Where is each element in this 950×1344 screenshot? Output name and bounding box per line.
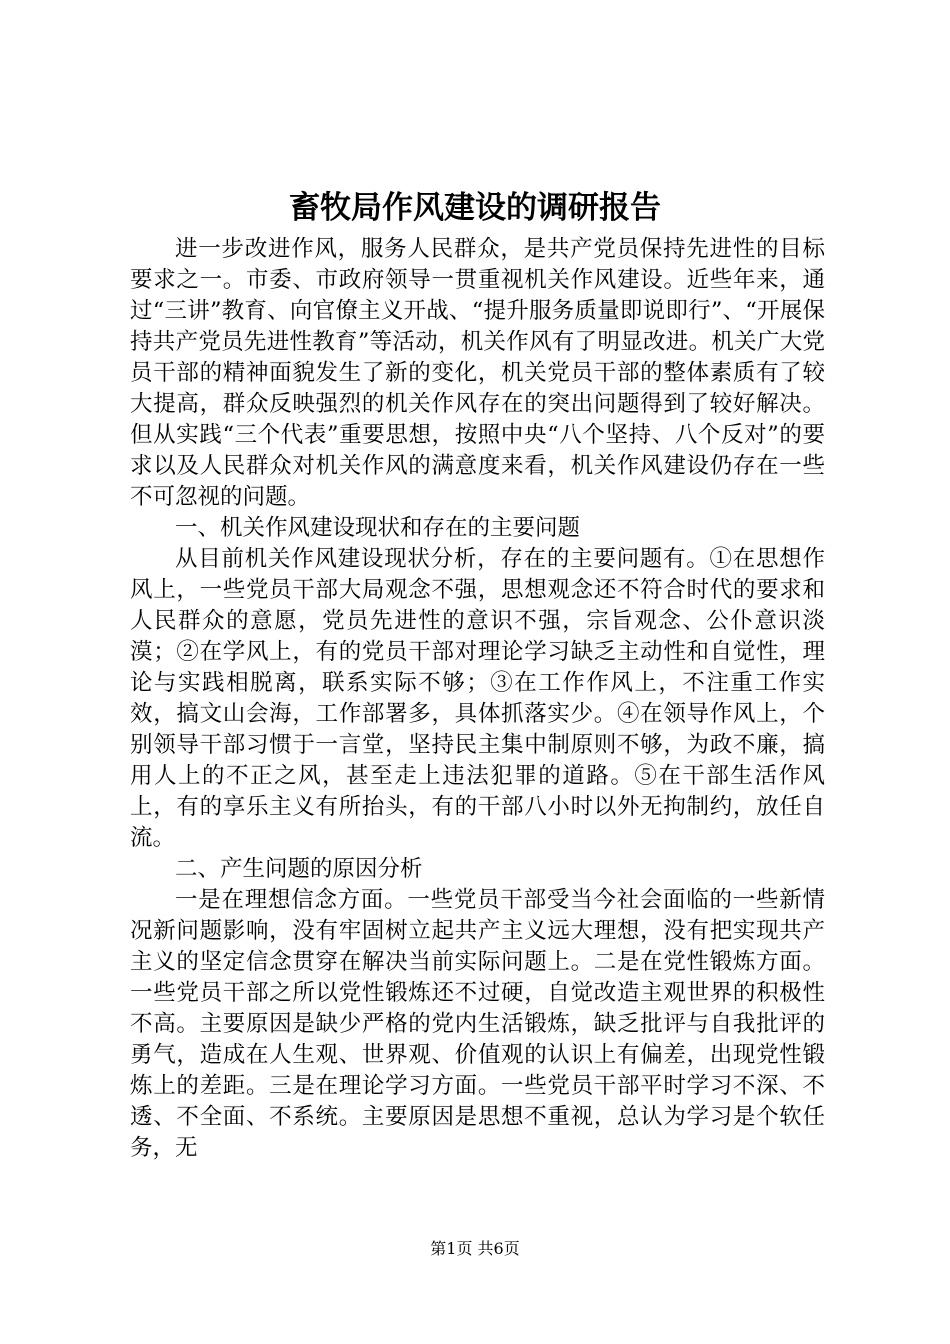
section-heading-1: 一、机关作风建设现状和存在的主要问题 xyxy=(175,515,581,541)
section-heading-2: 二、产生问题的原因分析 xyxy=(175,856,423,882)
paragraph-problems: 从目前机关作风建设现状分析，存在的主要问题有。①在思想作风上，一些党员干部大局观念不强，思想观念还不符合时代的要求和人民群众的意愿，党员先进性的意识不强，宗旨观念、公仆意识淡漠；②在学风上，有的党员干部对理论学习缺乏主动性和自觉性，理论与实践相脱离，联系实际不够；③在工作作风上，不注重工作实效，搞文山会海，工作部署多，具体抓落实少。④在领导作风上，个别领导干部习惯于一言堂，坚持民主集中制原则不够，为政不廉，搞用人上的不正之风，甚至走上违法犯罪的道路。⑤在干部生活作风上，有的享乐主义有所抬头，有的干部八小时以外无拘制约，放任自流。 xyxy=(130,546,825,851)
document-title: 畜牧局作风建设的调研报告 xyxy=(289,190,661,226)
paragraph-causes: 一是在理想信念方面。一些党员干部受当今社会面临的一些新情况新问题影响，没有牢固树立起共产主义远大理想，没有把实现共产主义的坚定信念贯穿在解决当前实际问题上。二是在党性锻炼方面。一些党员干部之所以党性锻炼还不过硬，自觉改造主观世界的积极性不高。主要原因是缺少严格的党内生活锻炼，缺乏批评与自我批评的勇气，造成在人生观、世界观、价值观的认识上有偏差，出现党性锻炼上的差距。三是在理论学习方面。一些党员干部平时学习不深、不透、不全面、不系统。主要原因是思想不重视，总认为学习是个软任务，无 xyxy=(130,887,825,1161)
document-body xyxy=(130,234,825,1164)
page-number-footer: 第1页 共6页 xyxy=(430,1239,520,1258)
paragraph-intro: 进一步改进作风，服务人民群众，是共产党员保持先进性的目标要求之一。市委、市政府领导一贯重视机关作风建设。近些年来，通过“三讲”教育、向官僚主义开战、“提升服务质量即说即行”、“开展保持共产党员先进性教育”等活动，机关作风有了明显改进。机关广大党员干部的精神面貌发生了新的变化，机关党员干部的整体素质有了较大提高，群众反映强烈的机关作风存在的突出问题得到了较好解决。但从实践“三个代表”重要思想，按照中央“八个坚持、八个反对”的要求以及人民群众对机关作风的满意度来看，机关作风建设仍存在一些不可忽视的问题。 xyxy=(130,236,825,510)
